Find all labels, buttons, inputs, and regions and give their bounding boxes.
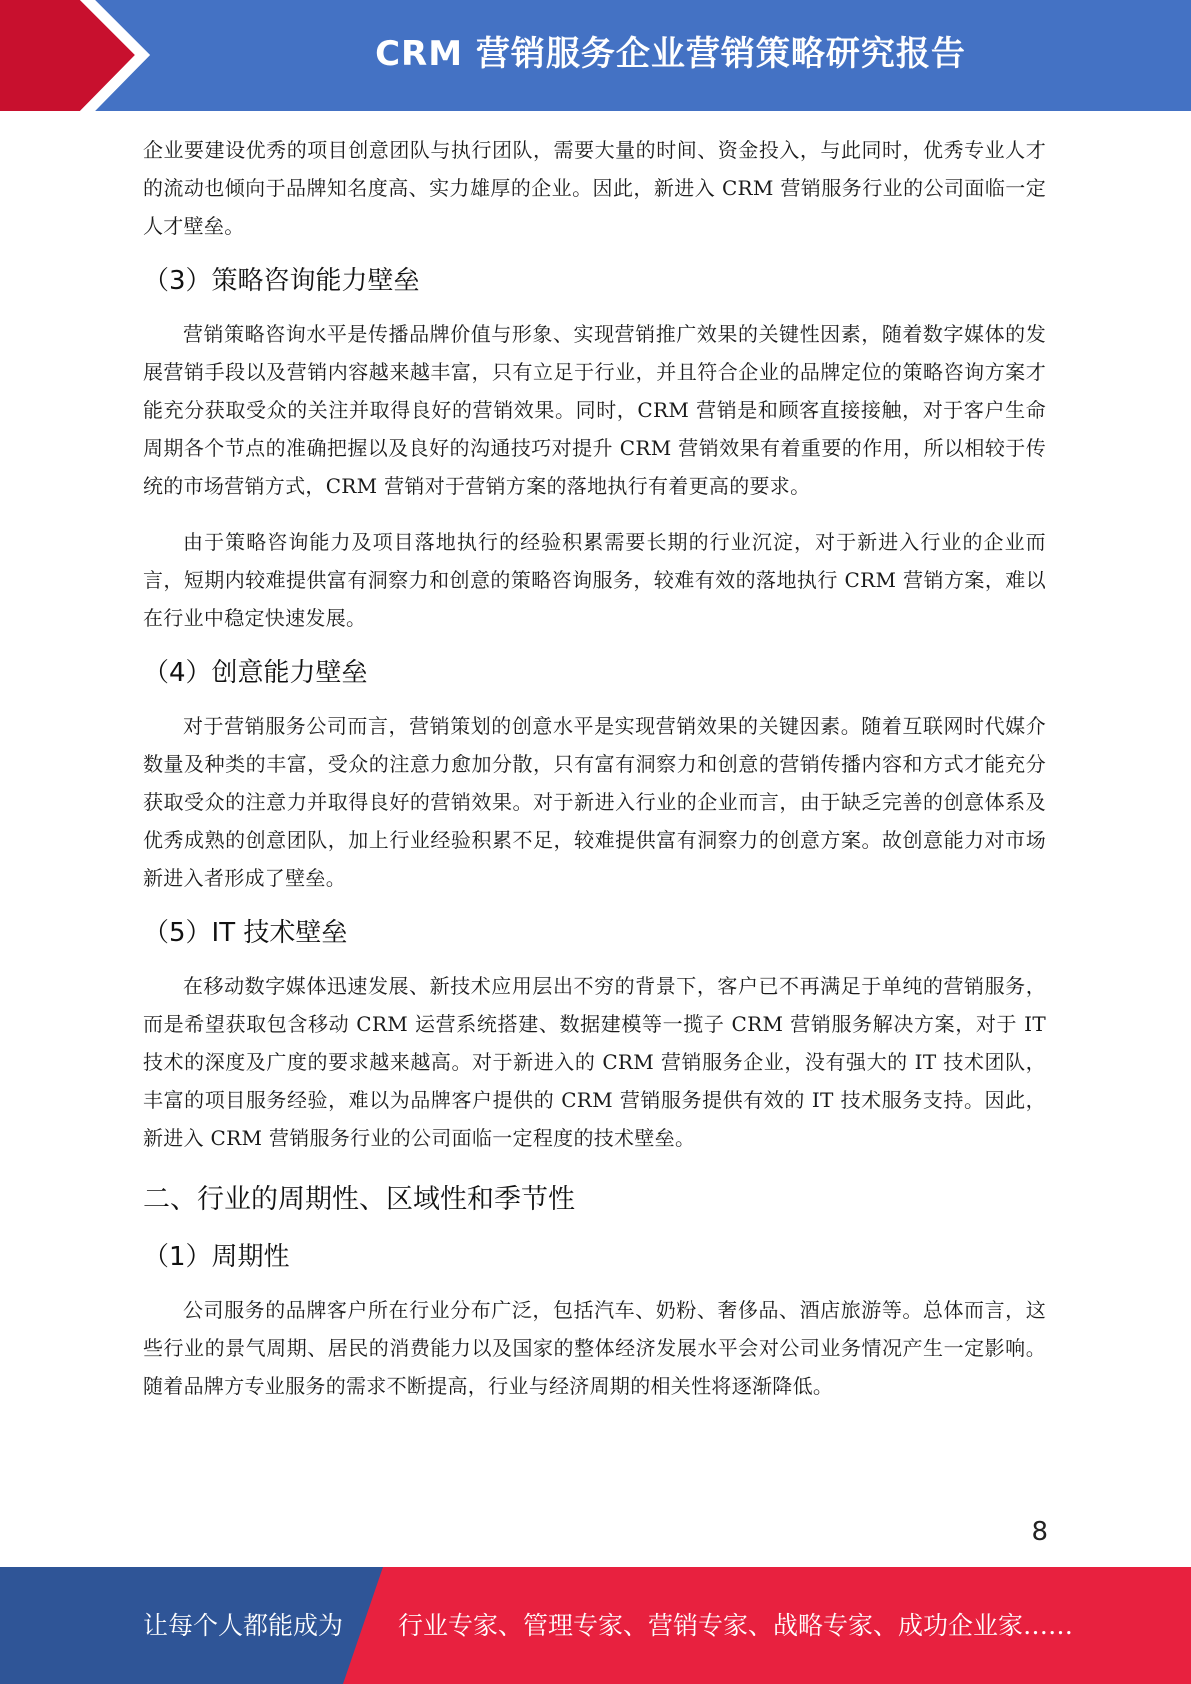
heading-section-two: 二、行业的周期性、区域性和季节性 (143, 1184, 575, 1215)
paragraph-cyclicality: 公司服务的品牌客户所在行业分布广泛，包括汽车、奶粉、奢侈品、酒店旅游等。总体而言，这些行业的景气周期、居民的消费能力以及国家的整体经济发展水平会对公司业务情况产生一定影响。随着品牌方专业服务的需求不断提高，行业与经济周期的相关性将逐渐降低。 (143, 1298, 1046, 1398)
heading-cyclicality: （1）周期性 (143, 1242, 290, 1272)
heading-it-barrier: （5）IT 技术壁垒 (143, 918, 348, 948)
paragraph-strategy-consulting: 营销策略咨询水平是传播品牌价值与形象、实现营销推广效果的关键性因素，随着数字媒体的发展营销手段以及营销内容越来越丰富，只有立足于行业，并且符合企业的品牌定位的策略咨询方案才能充分获取受众的关注并取得良好的营销效果。同时，CRM 营销是和顾客直接接触，对于客户生命周期各个节点的准确把握以及良好的沟通技巧对提升 CRM 营销效果有着重要的作用，所以相较于传统的市场营销方式，CRM 营销对于营销方案的落地执行有着更高的要求。 (143, 322, 1046, 498)
document-body (143, 131, 1046, 1405)
footer-slogan-right: 行业专家、管理专家、营销专家、战略专家、成功企业家…… (398, 1611, 1074, 1640)
paragraph-strategy-experience: 由于策略咨询能力及项目落地执行的经验积累需要长期的行业沉淀，对于新进入行业的企业而言，短期内较难提供富有洞察力和创意的策略咨询服务，较难有效的落地执行 CRM 营销方案，难以在行业中稳定快速发展。 (143, 530, 1046, 630)
paragraph-it-technology: 在移动数字媒体迅速发展、新技术应用层出不穷的背景下，客户已不再满足于单纯的营销服务，而是希望获取包含移动 CRM 运营系统搭建、数据建模等一揽子 CRM 营销服务解决方案，对于 IT 技术的深度及广度的要求越来越高。对于新进入的 CRM 营销服务企业，没有强大的 IT 技术团队，丰富的项目服务经验，难以为品牌客户提供的 CRM 营销服务提供有效的 IT 技术服务支持。因此，新进入 CRM 营销服务行业的公司面临一定程度的技术壁垒。 (143, 974, 1046, 1150)
heading-creative-barrier: （4）创意能力壁垒 (143, 658, 368, 688)
heading-strategy-consulting-barrier: （3）策略咨询能力壁垒 (143, 266, 420, 296)
footer-slogan-left: 让每个人都能成为 (143, 1611, 344, 1640)
paragraph-talent-barrier: 企业要建设优秀的项目创意团队与执行团队，需要大量的时间、资金投入，与此同时，优秀专业人才的流动也倾向于品牌知名度高、实力雄厚的企业。因此，新进入 CRM 营销服务行业的公司面临一定人才壁垒。 (143, 138, 1046, 238)
header-chevron-decoration (0, 0, 150, 111)
paragraph-creative-capability: 对于营销服务公司而言，营销策划的创意水平是实现营销效果的关键因素。随着互联网时代媒介数量及种类的丰富，受众的注意力愈加分散，只有富有洞察力和创意的营销传播内容和方式才能充分获取受众的注意力并取得良好的营销效果。对于新进入行业的企业而言，由于缺乏完善的创意体系及优秀成熟的创意团队，加上行业经验积累不足，较难提供富有洞察力的创意方案。故创意能力对市场新进入者形成了壁垒。 (143, 714, 1046, 890)
report-title: CRM 营销服务企业营销策略研究报告 (375, 34, 966, 74)
page-number: 8 (1031, 1517, 1048, 1547)
header-banner (0, 0, 1191, 111)
footer-banner (0, 1567, 1191, 1684)
